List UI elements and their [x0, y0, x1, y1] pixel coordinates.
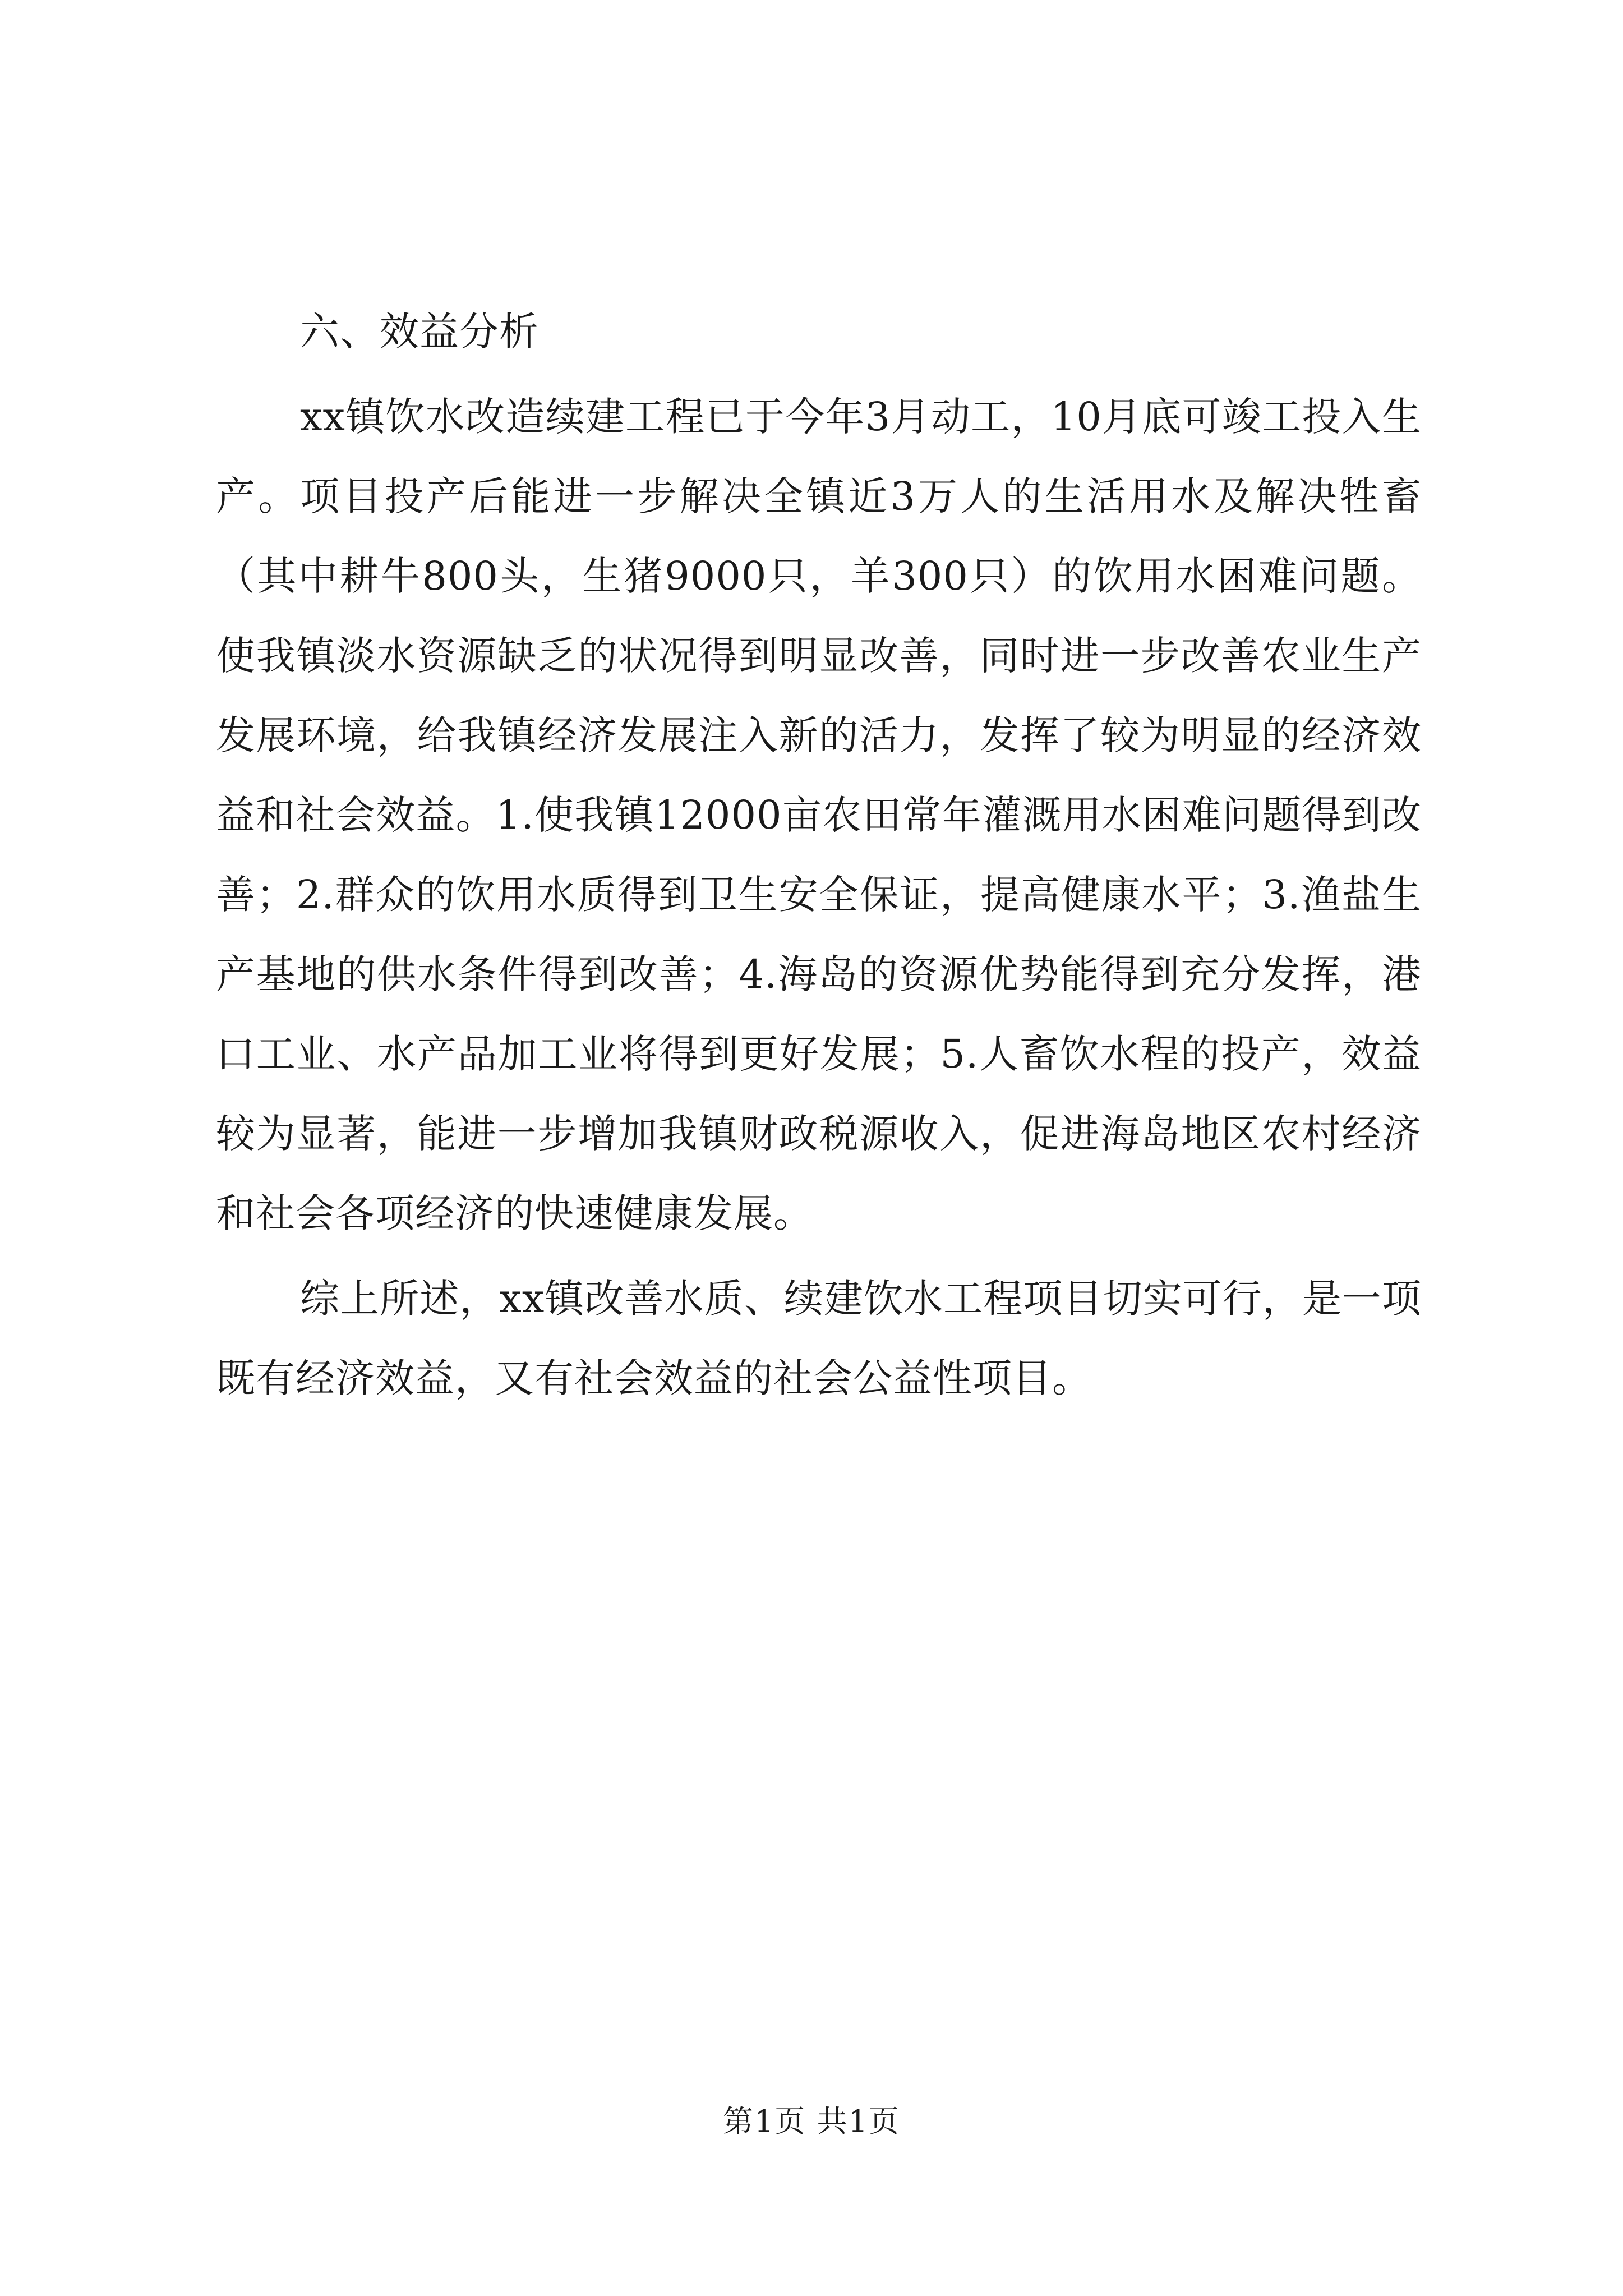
document-body	[216, 292, 1422, 1424]
page-number-footer: 第1页 共1页	[723, 2104, 900, 2139]
paragraph-conclusion: 综上所述，xx镇改善水质、续建饮水工程项目切实可行，是一项既有经济效益，又有社会效益的社会公益性项目。	[216, 1276, 1422, 1401]
section-heading: 六、效益分析	[300, 309, 539, 355]
paragraph-benefits: xx镇饮水改造续建工程已于今年3月动工，10月底可竣工投入生产。项目投产后能进一步解决全镇近3万人的生活用水及解决牲畜（其中耕牛800头，生猪9000只，羊300只）的饮用水困难问题。使我镇淡水资源缺乏的状况得到明显改善，同时进一步改善农业生产发展环境，给我镇经济发展注入新的活力，发挥了较为明显的经济效益和社会效益。1.使我镇12000亩农田常年灌溉用水困难问题得到改善；2.群众的饮用水质得到卫生安全保证，提高健康水平；3.渔盐生产基地的供水条件得到改善；4.海岛的资源优势能得到充分发挥，港口工业、水产品加工业将得到更好发展；5.人畜饮水程的投产，效益较为显著，能进一步增加我镇财政税源收入，促进海岛地区农村经济和社会各项经济的快速健康发展。	[216, 394, 1422, 1236]
